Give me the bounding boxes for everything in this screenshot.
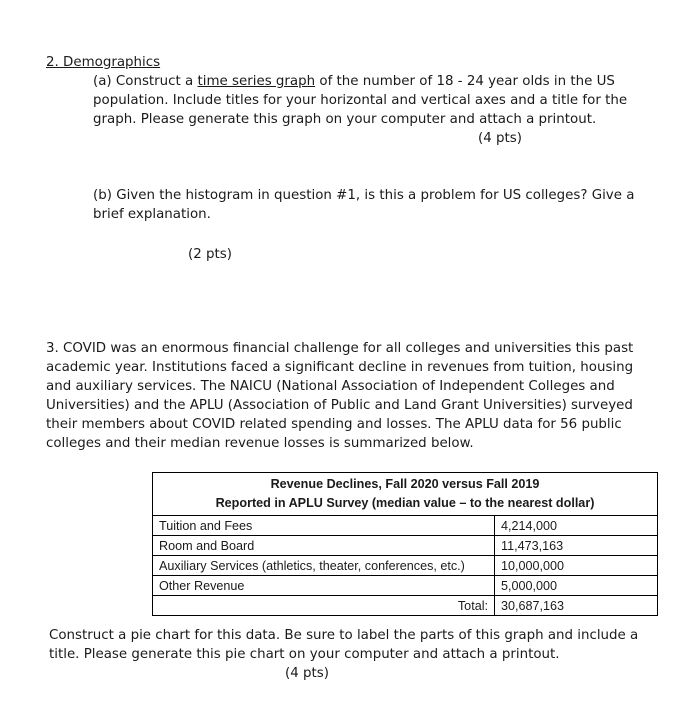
question-3-instructions: Construct a pie chart for this data. Be sure to label the parts of this graph and include a title. Please generate this pie chart on your computer and attach a printout. <box>49 628 639 662</box>
table-total-row <box>153 596 658 616</box>
question-2b-text: (b) Given the histogram in question #1, is this a problem for US colleges? Give a brief explanation. <box>93 188 635 222</box>
question-2a-rest: of the number of 18 - 24 year olds in the US population. Include titles for your horizontal and vertical axes and a title for the graph. Please generate this graph on your computer and attach a printout. <box>93 74 628 127</box>
row-label: Other Revenue <box>153 576 495 596</box>
table-row <box>153 536 658 556</box>
row-label: Auxiliary Services (athletics, theater, conferences, etc.) <box>153 556 495 576</box>
revenue-declines-table <box>152 472 658 616</box>
table-row <box>153 576 658 596</box>
section-2-heading: 2. Demographics <box>46 55 161 70</box>
row-label: Room and Board <box>153 536 495 556</box>
table-title-line-1: Revenue Declines, Fall 2020 versus Fall 2019 <box>270 477 540 491</box>
question-3-points: (4 pts) <box>285 666 329 681</box>
row-label: Tuition and Fees <box>153 516 495 536</box>
row-value: 5,000,000 <box>495 576 658 596</box>
question-2b-points: (2 pts) <box>188 247 232 262</box>
row-value: 10,000,000 <box>495 556 658 576</box>
question-2a-points: (4 pts) <box>478 131 522 146</box>
time-series-graph-term: time series graph <box>197 74 316 89</box>
row-value: 4,214,000 <box>495 516 658 536</box>
row-value: 11,473,163 <box>495 536 658 556</box>
total-value: 30,687,163 <box>495 596 658 616</box>
table-row <box>153 556 658 576</box>
question-3-intro: 3. COVID was an enormous financial challenge for all colleges and universities this past academic year. Institutions faced a significant decline in revenues from tuition, housing and auxiliary services. The NAICU (National Association of Independent Colleges and Universities) and the APLU (Association of Public and Land Grant Universities) surveyed their members about COVID related spending and losses. The APLU data for 56 public colleges and their median revenue losses is summarized below. <box>46 341 634 451</box>
total-label: Total: <box>153 596 495 616</box>
table-row <box>153 516 658 536</box>
table-title <box>153 473 658 516</box>
table-title-line-2: Reported in APLU Survey (median value – to the nearest dollar) <box>215 496 595 510</box>
question-2a-prefix: (a) Construct a <box>93 74 198 89</box>
question-2a-text <box>93 72 633 129</box>
